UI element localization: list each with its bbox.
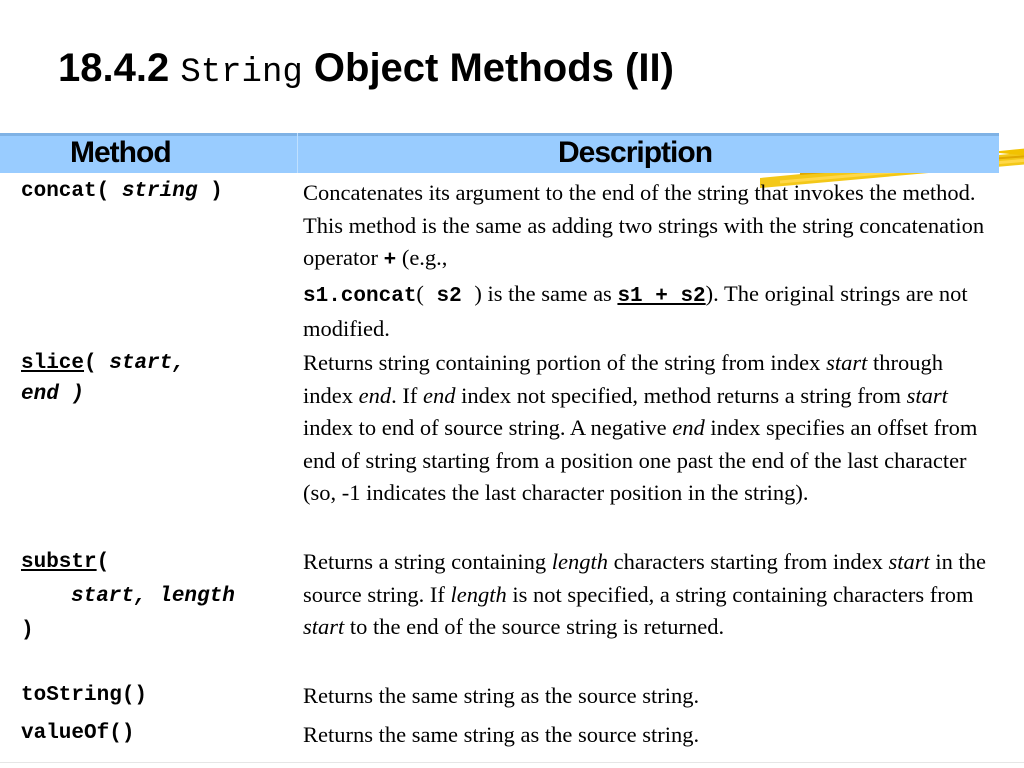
desc-text: (e.g.,: [396, 245, 448, 270]
method-open: (: [84, 352, 97, 375]
method-close: ): [21, 619, 34, 642]
desc-text: is not specified, a string containing characters from: [506, 581, 974, 607]
method-valueof: valueOf(): [21, 722, 135, 745]
desc-italic: length: [551, 549, 608, 574]
desc-operator: +: [383, 249, 397, 272]
bottom-rule: [0, 762, 1024, 763]
method-concat: [21, 176, 296, 207]
column-header-description: Description: [558, 136, 713, 169]
desc-text: (: [416, 280, 424, 306]
desc-code: s1.concat: [303, 284, 417, 308]
desc-text: through index: [303, 350, 943, 408]
desc-italic: start: [888, 549, 930, 574]
desc-text: is the same as: [481, 280, 618, 306]
table-header: [0, 133, 999, 173]
desc-text: index specifies an offset from end of string starting from a position one past the end of the last character (so, -1 indicates the last character position in the string).: [303, 415, 978, 505]
description-concat: [303, 177, 993, 346]
desc-text: . If: [391, 382, 423, 408]
description-valueof: Returns the same string as the source string.: [303, 722, 700, 747]
description-tostring: Returns the same string as the source string.: [303, 683, 700, 708]
desc-italic: end: [358, 382, 392, 408]
method-substr: [21, 547, 296, 646]
method-slice: [21, 348, 296, 410]
method-name: concat(: [21, 180, 110, 203]
desc-text: to the end of the source string is returned.: [344, 614, 725, 639]
title-code: String: [180, 54, 303, 92]
desc-text: characters starting from index: [607, 549, 889, 574]
title-number: 18.4.2: [58, 46, 170, 90]
description-substr: [303, 546, 993, 644]
desc-text: index not specified, method returns a string from: [455, 382, 907, 408]
method-params: start, length: [71, 585, 235, 608]
desc-text: ). The original strings are not modified.: [303, 280, 968, 341]
desc-text: Returns a string containing: [303, 549, 552, 574]
method-name: substr: [21, 551, 97, 574]
desc-text: ): [474, 280, 482, 306]
method-name: slice: [21, 352, 85, 375]
desc-code-underlined: s1 + s2: [617, 284, 706, 308]
method-param: string: [121, 180, 198, 203]
method-tostring: toString(): [21, 684, 148, 707]
column-header-method: Method: [70, 136, 171, 169]
title-rest: Object Methods (II): [313, 46, 674, 90]
method-open: (: [96, 551, 110, 574]
desc-italic: start: [906, 382, 948, 408]
desc-italic: start: [826, 350, 868, 375]
desc-text: in the source string. If: [303, 549, 986, 607]
desc-text: index to end of source string. A negative: [303, 415, 673, 440]
desc-code: s2: [423, 284, 475, 308]
method-param: end ): [21, 383, 85, 406]
desc-text: Returns string containing portion of the string from index: [303, 350, 827, 375]
desc-italic: end: [423, 382, 456, 408]
desc-text: Concatenates its argument to the end of the string that invokes the method. This method is the same as adding two strings with the string concatenation operator: [303, 180, 985, 270]
header-column-divider: [297, 133, 298, 173]
desc-italic: length: [450, 581, 507, 607]
desc-italic: end: [672, 415, 705, 440]
slide-title: [58, 42, 674, 99]
desc-italic: start: [303, 614, 345, 639]
method-close: ): [210, 180, 223, 203]
description-slice: [303, 347, 993, 510]
method-param: start,: [109, 352, 185, 375]
